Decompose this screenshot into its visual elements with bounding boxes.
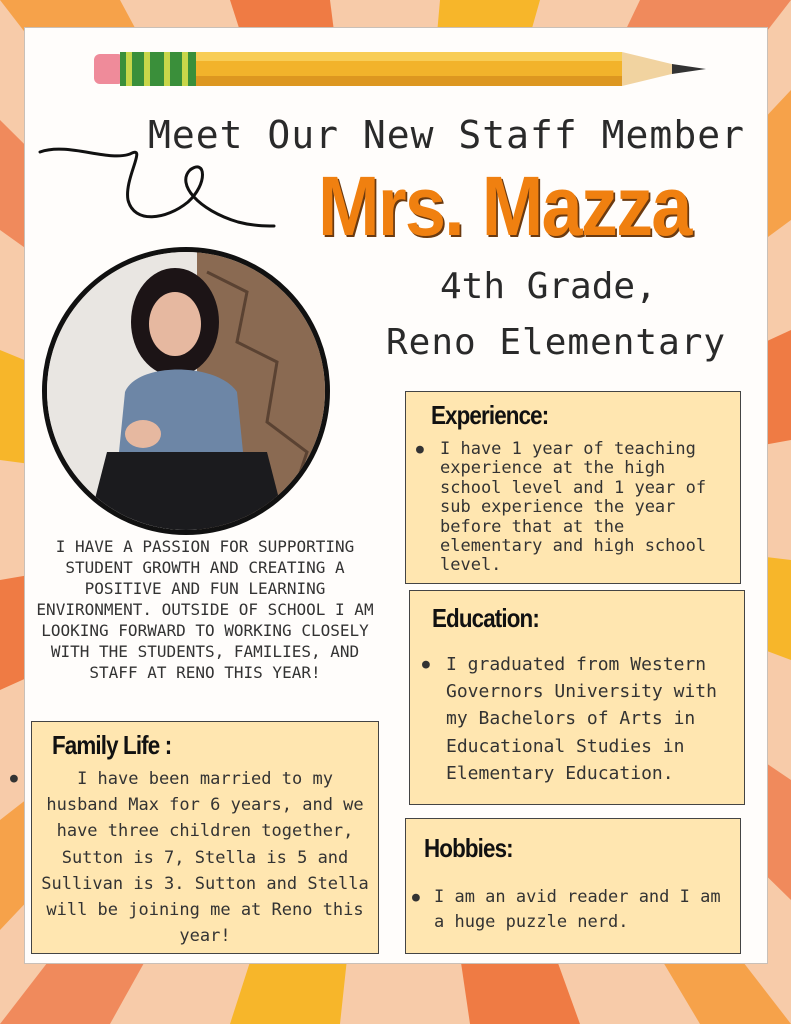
list-item [422, 651, 741, 787]
hobbies-heading: Hobbies: [424, 833, 513, 863]
headline: Meet Our New Staff Member [148, 113, 745, 157]
education-heading: Education: [432, 603, 539, 633]
experience-box [405, 391, 741, 584]
education-text: I graduated from Western Governors University with my Bachelors of Arts in Educational Studies in Elementary Education. [446, 654, 717, 784]
bullet-icon: ● [10, 771, 18, 786]
list-item [412, 885, 734, 935]
hobbies-text: I am an avid reader and I am a huge puzzle nerd. [434, 887, 721, 932]
bullet-icon: ● [412, 890, 420, 905]
list-item [416, 439, 730, 576]
grade-label: 4th Grade, [440, 266, 657, 307]
family-life-box [10, 721, 379, 954]
experience-heading: Experience: [431, 400, 549, 430]
school-name: Reno Elementary [386, 322, 727, 363]
list-item [10, 766, 372, 949]
family-text: I have been married to my husband Max for 6 years, and we have three children together, Sutton is 7, Stella is 5 and Sullivan is 3. Sutton and Stella will be joining me at Reno this year! [41, 769, 369, 947]
bullet-icon: ● [422, 657, 430, 672]
staff-name: Mrs. Mazza [318, 159, 691, 253]
family-heading: Family Life : [52, 730, 172, 760]
experience-text: I have 1 year of teaching experience at the high school level and 1 year of sub experience the year before that at the elementary and high school level. [440, 439, 707, 576]
hobbies-box [405, 818, 741, 954]
pencil-icon [94, 50, 706, 92]
bullet-icon: ● [416, 442, 424, 457]
education-box [409, 590, 745, 805]
staff-photo [42, 247, 330, 535]
portrait-illustration [47, 252, 325, 530]
about-paragraph: I HAVE A PASSION FOR SUPPORTING STUDENT GROWTH AND CREATING A POSITIVE AND FUN LEARNING ENVIRONMENT. OUTSIDE OF SCHOOL I AM LOOKING FORWARD TO WORKING CLOSELY WITH THE STUDENTS, FAMILIES, AND STAFF AT RENO THIS YEAR! [36, 537, 374, 682]
